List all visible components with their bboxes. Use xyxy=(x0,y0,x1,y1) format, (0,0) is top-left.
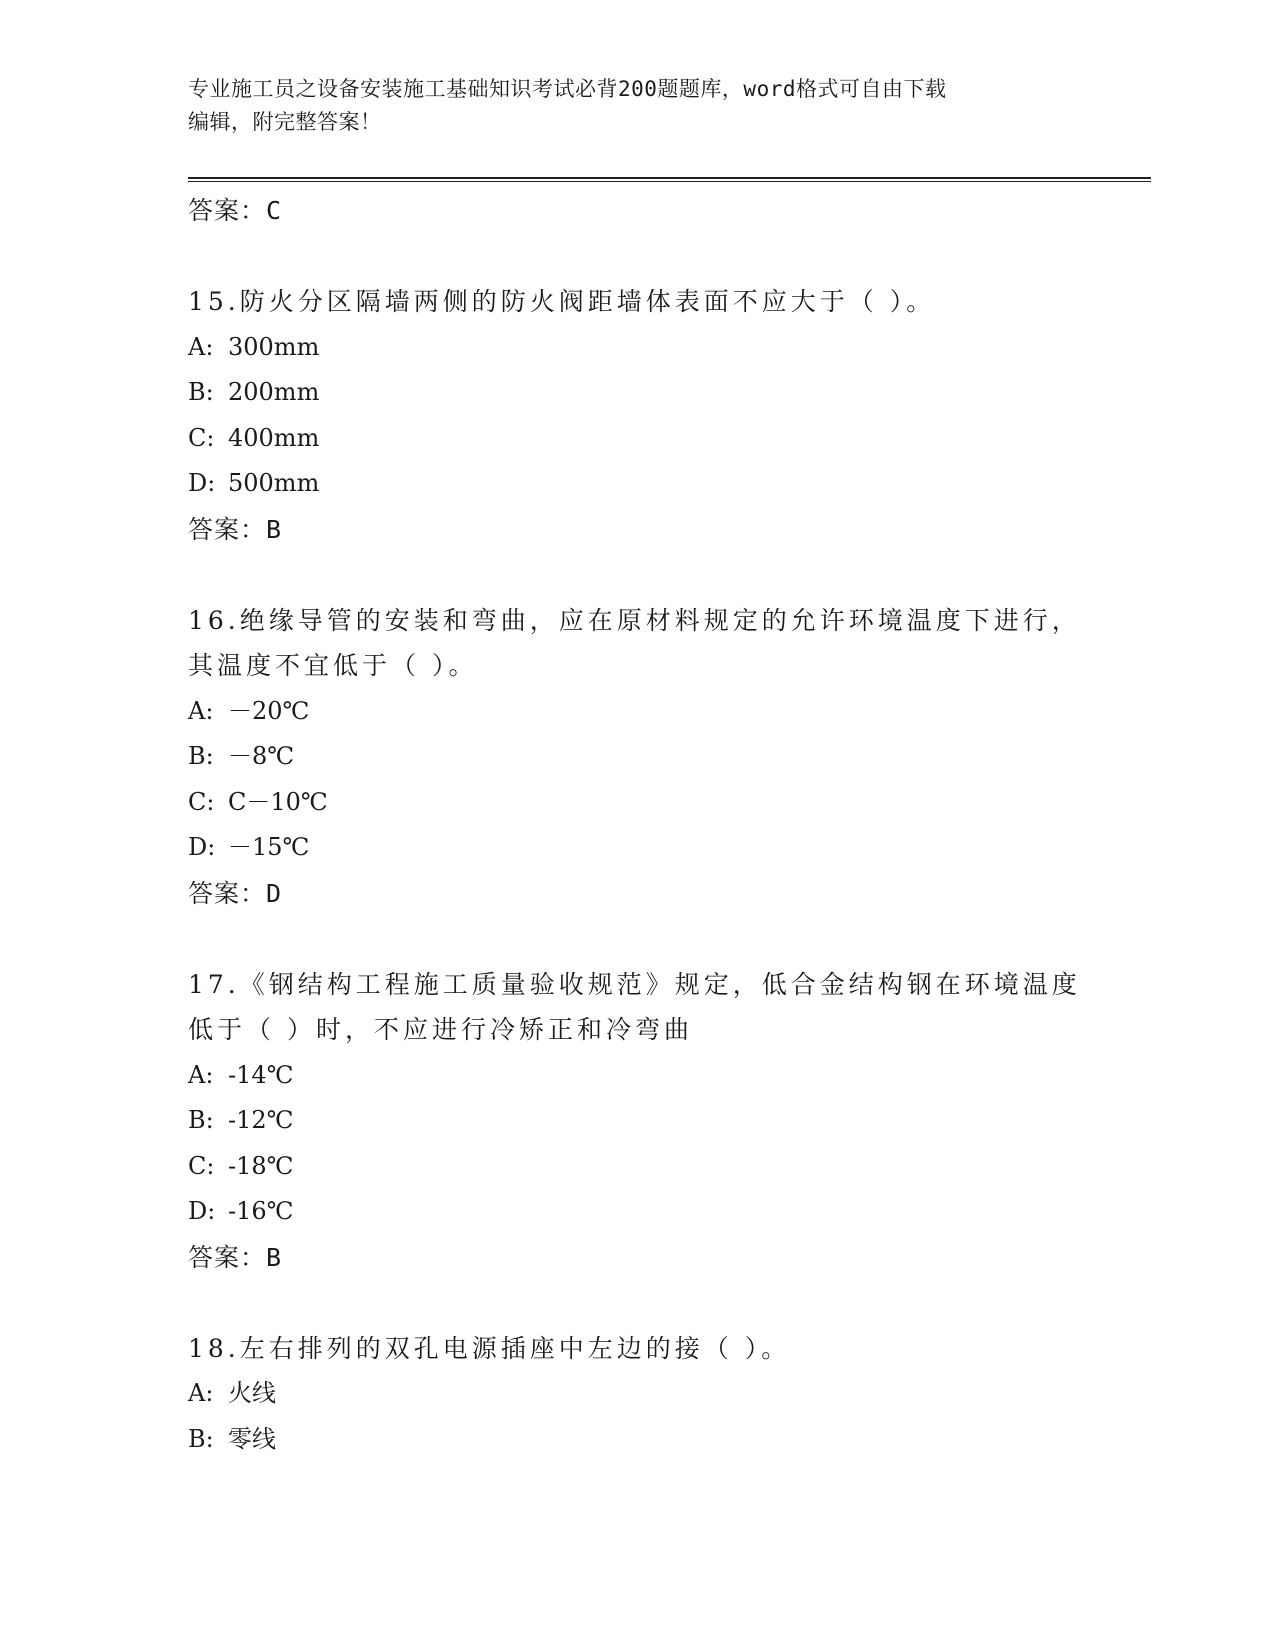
option-c xyxy=(188,780,1088,826)
option-text: -14℃ xyxy=(228,1060,294,1089)
spacer xyxy=(188,233,1088,279)
option-text: －8℃ xyxy=(228,742,295,770)
option-text: -16℃ xyxy=(228,1197,294,1225)
option-text: 400mm xyxy=(228,423,320,452)
option-letter: C: xyxy=(188,787,215,816)
option-letter: D: xyxy=(188,469,216,497)
answer: 答案：D xyxy=(188,878,283,908)
option-letter: B: xyxy=(188,742,214,770)
document-header xyxy=(188,73,1088,139)
spacer xyxy=(188,1280,1088,1326)
question-text-continued: 低于（ ）时，不应进行冷矫正和冷弯曲 xyxy=(188,1015,693,1044)
question-15 xyxy=(188,279,1088,552)
question-text: 18.左右排列的双孔电源插座中左边的接（ ）。 xyxy=(188,1333,791,1363)
question-list xyxy=(188,188,1088,1462)
answer: 答案：B xyxy=(188,514,283,544)
question-text: 16.绝缘导管的安装和弯曲，应在原材料规定的允许环境温度下进行， xyxy=(188,605,1081,635)
question-text: 17.《钢结构工程施工质量验收规范》规定，低合金结构钢在环境温度 xyxy=(188,969,1081,999)
header-title-line-1: 专业施工员之设备安装施工基础知识考试必背200题题库，word格式可自由下载 xyxy=(188,77,947,101)
header-title-line-2: 编辑，附完整答案！ xyxy=(188,110,382,134)
option-text: 300mm xyxy=(228,332,320,361)
option-b xyxy=(188,1417,1088,1463)
option-letter: C: xyxy=(188,1151,215,1180)
option-letter: A: xyxy=(188,332,214,361)
option-d xyxy=(188,461,1088,507)
option-letter: A: xyxy=(188,696,214,725)
spacer xyxy=(188,552,1088,598)
option-text: 500mm xyxy=(228,469,320,497)
question-text: 15.防火分区隔墙两侧的防火阀距墙体表面不应大于（ ）。 xyxy=(188,287,936,316)
option-letter: A: xyxy=(188,1060,214,1089)
option-text: 200mm xyxy=(228,378,320,406)
option-letter: A: xyxy=(188,1379,214,1407)
option-b xyxy=(188,370,1088,416)
option-text: 零线 xyxy=(228,1424,276,1453)
option-text: -18℃ xyxy=(228,1151,294,1180)
option-text: C－10℃ xyxy=(228,787,328,816)
option-c xyxy=(188,416,1088,462)
option-a xyxy=(188,689,1088,735)
option-text: －15℃ xyxy=(228,833,310,861)
option-b xyxy=(188,1098,1088,1144)
question-17 xyxy=(188,962,1088,1280)
option-letter: B: xyxy=(188,1106,214,1134)
question-18 xyxy=(188,1326,1088,1463)
option-b xyxy=(188,734,1088,780)
option-letter: D: xyxy=(188,1197,216,1225)
option-letter: B: xyxy=(188,1424,214,1453)
option-letter: C: xyxy=(188,423,215,452)
option-text: 火线 xyxy=(228,1379,276,1407)
option-a xyxy=(188,1053,1088,1099)
option-letter: D: xyxy=(188,833,216,861)
option-text: －20℃ xyxy=(228,696,310,725)
question-text-continued: 其温度不宜低于（ ）。 xyxy=(188,651,478,680)
option-text: -12℃ xyxy=(228,1106,294,1134)
option-d xyxy=(188,1189,1088,1235)
spacer xyxy=(188,916,1088,962)
answer: 答案：B xyxy=(188,1242,283,1272)
option-letter: B: xyxy=(188,378,214,406)
header-divider-thick xyxy=(188,177,1151,179)
option-a xyxy=(188,1371,1088,1417)
question-16 xyxy=(188,598,1088,916)
previous-answer: 答案：C xyxy=(188,196,283,225)
header-divider-thin xyxy=(188,181,1151,182)
option-c xyxy=(188,1144,1088,1190)
option-d xyxy=(188,825,1088,871)
option-a xyxy=(188,325,1088,371)
